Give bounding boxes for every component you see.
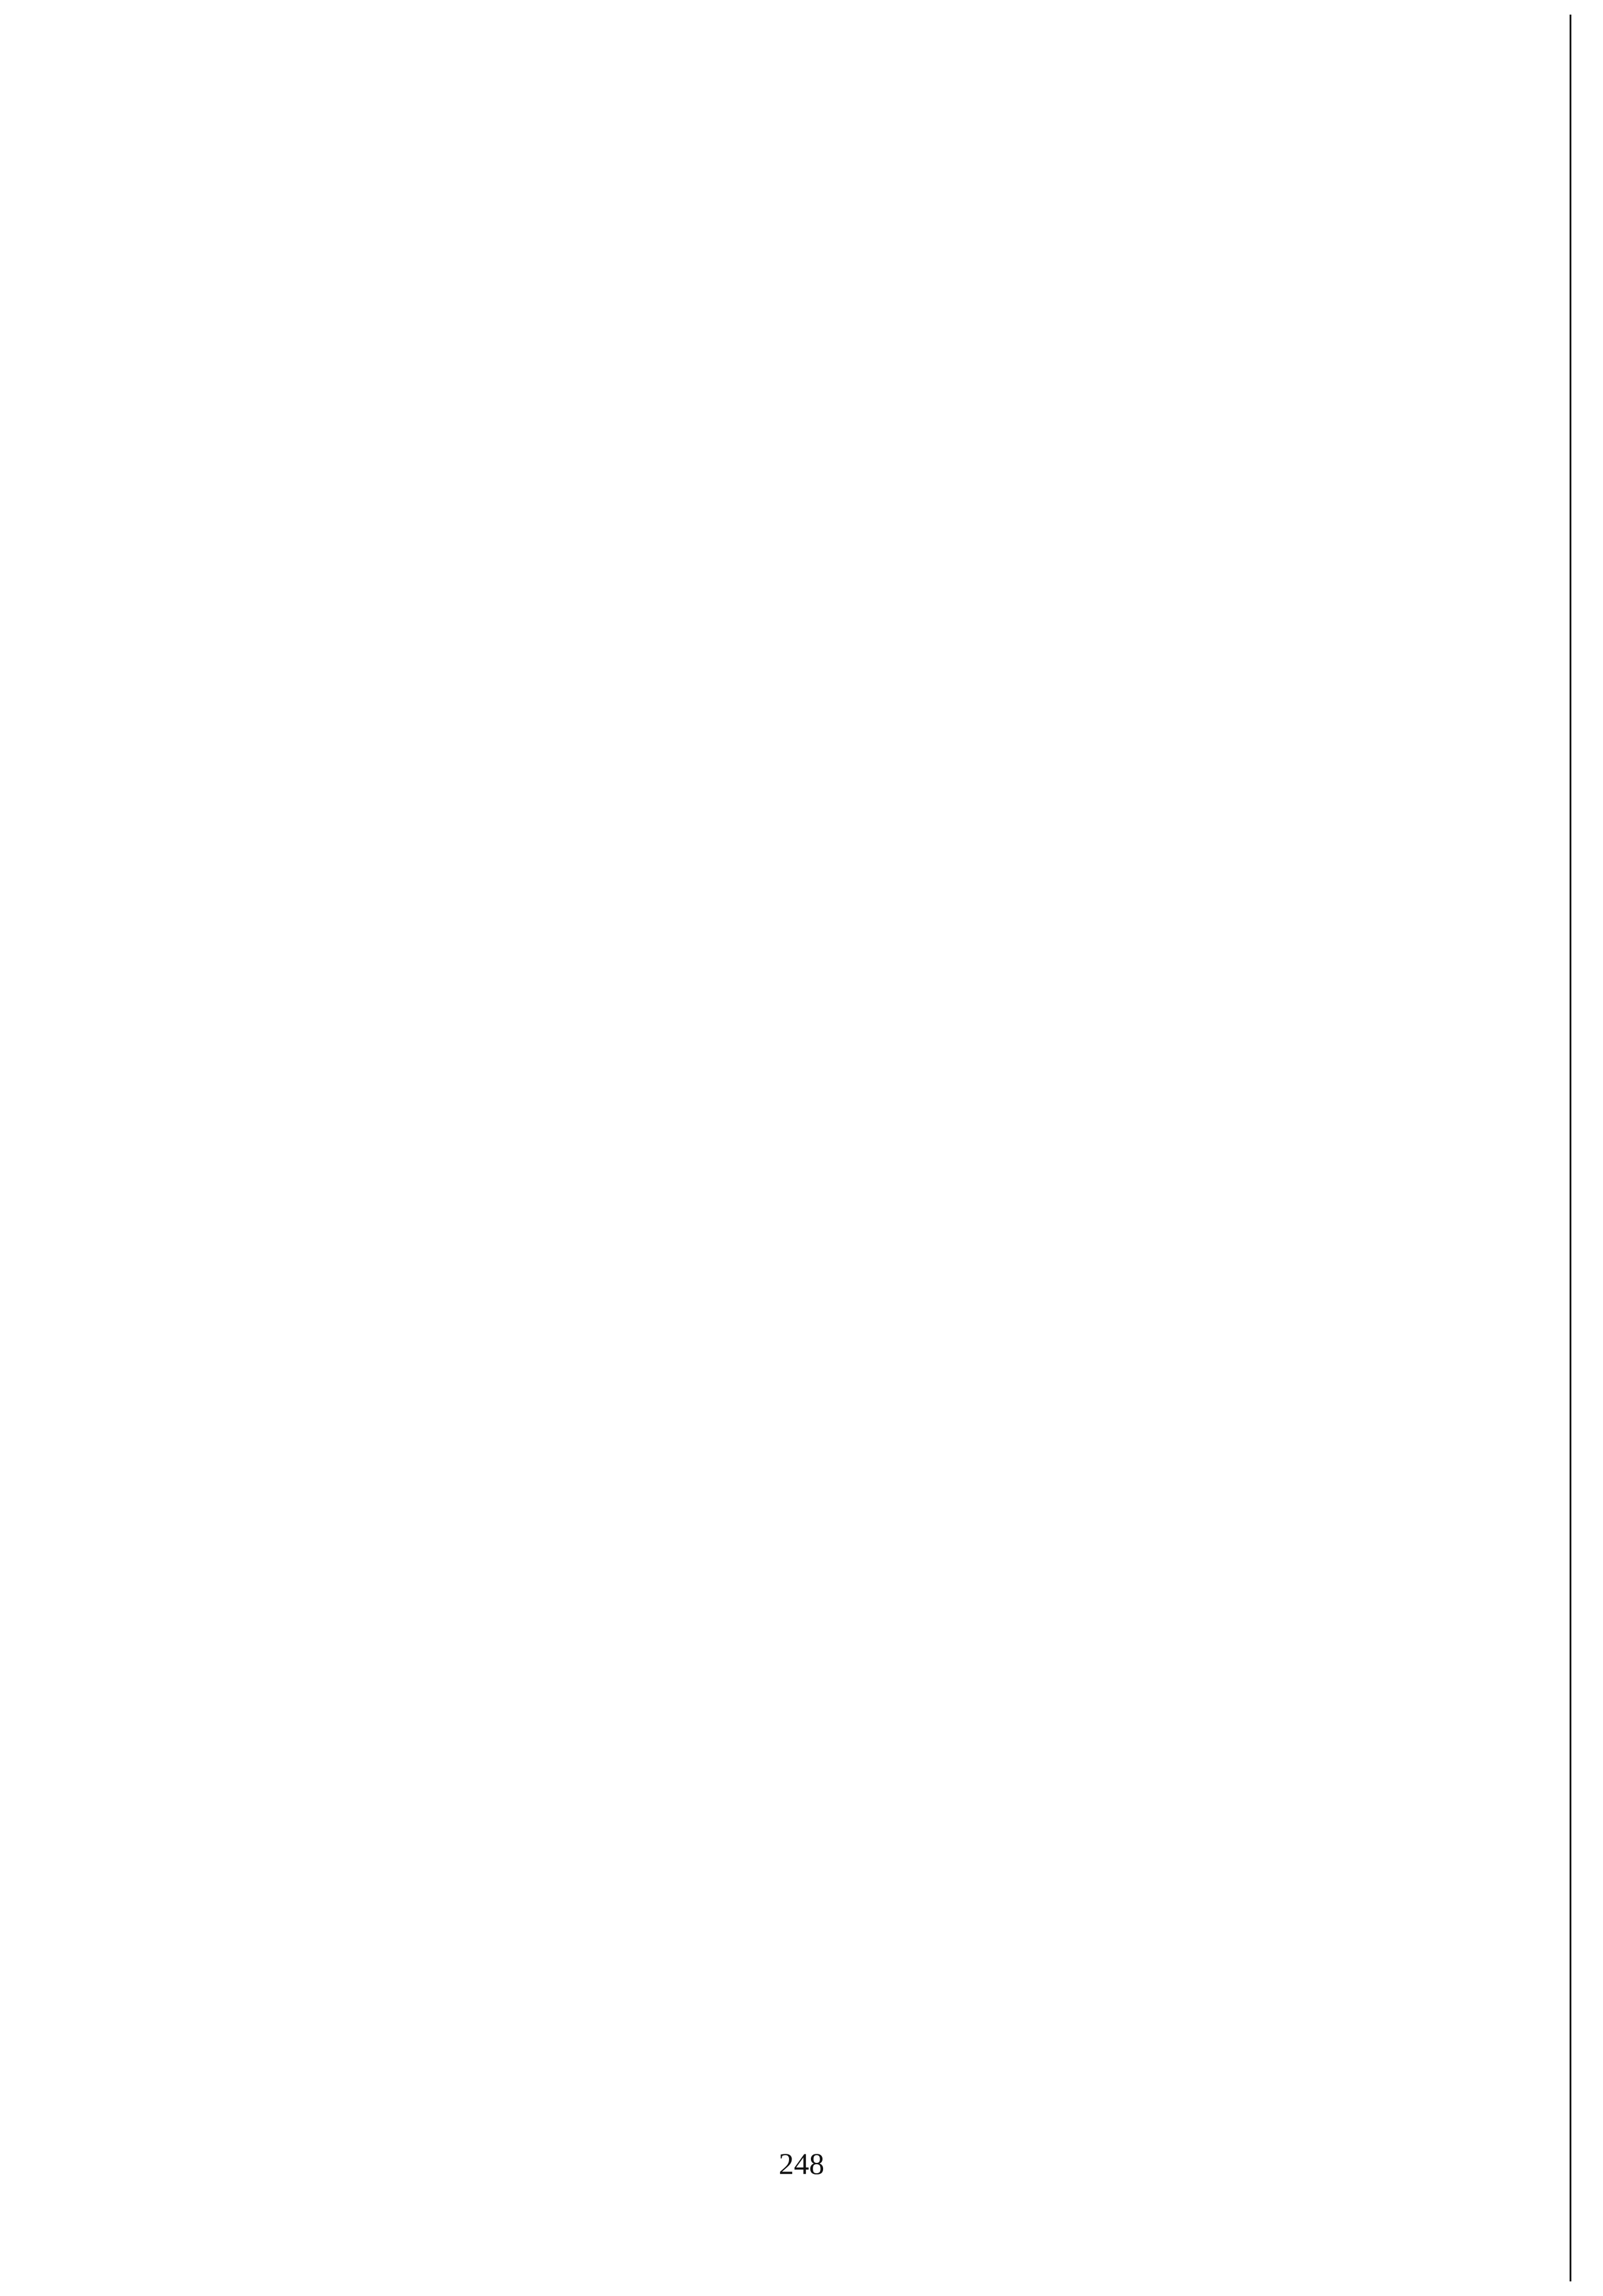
page-number: 248 [779,2146,824,2181]
index-column-left [151,188,777,2121]
index-column-right [813,188,1446,2121]
right-margin-rule [1570,15,1571,2281]
